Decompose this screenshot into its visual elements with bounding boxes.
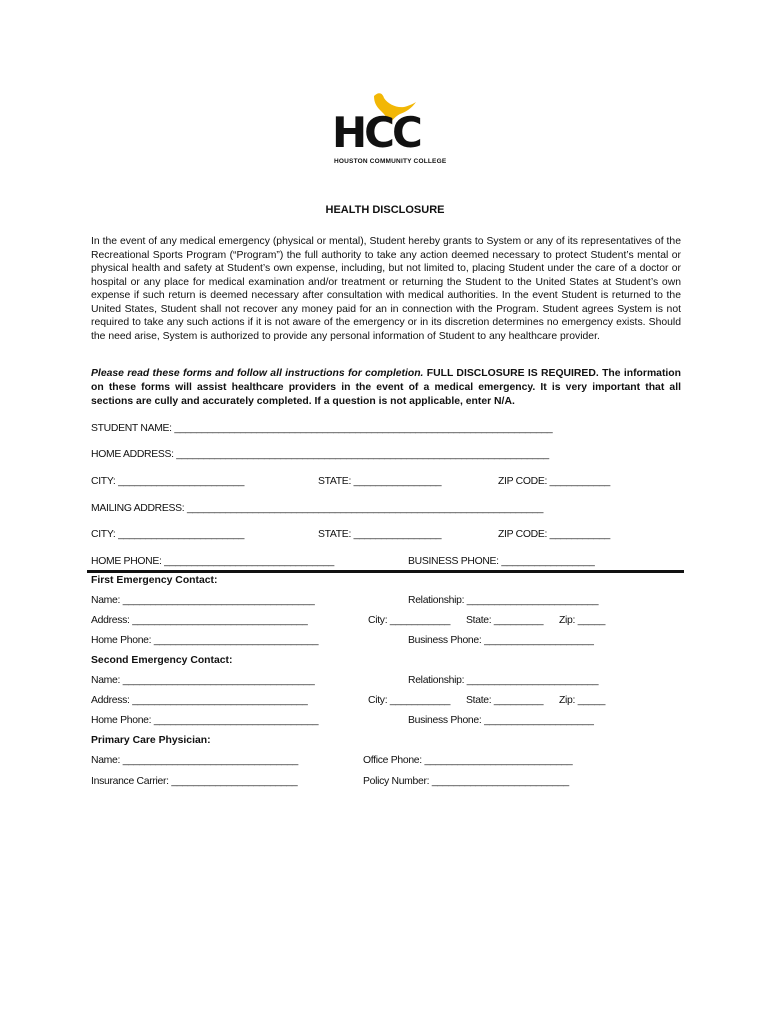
first-contact-zip-field[interactable]: Zip: _____ — [559, 615, 606, 626]
city-field[interactable]: CITY: _______________________ — [91, 476, 245, 487]
home-address-field[interactable]: HOME ADDRESS: ____________________________________________________________________ — [91, 449, 549, 460]
physician-name-field[interactable]: Name: ________________________________ — [91, 755, 299, 766]
business-phone-field[interactable]: BUSINESS PHONE: _________________ — [408, 556, 595, 567]
first-contact-address-field[interactable]: Address: ________________________________ — [91, 615, 308, 626]
logo-wordmark: HCC — [332, 108, 420, 157]
mailing-state-field[interactable]: STATE: ________________ — [318, 529, 442, 540]
zip-code-field[interactable]: ZIP CODE: ___________ — [498, 476, 610, 487]
disclosure-paragraph: In the event of any medical emergency (physical or mental), Student hereby grants to System or any of its representatives of the Recreational Sports Program (“Program”) the full authority to take any action deemed necessary to protect Student’s mental or physical health and safety at Student’s own expense, including, but not limited to, placing Student under the care of a doctor or hospital or any place for medical examination and/or treatment or returning the Student to the United States at Student’s own expense if such return is deemed necessary after consultation with medical authorities. In the event Student is returned to the United States, Student shall not recover any money paid for an in connection with the Program. Student agrees System is not required to take any such actions if it is not aware of the emergency or in its discretion determines no emergency exists. Should the need arise, System is authorized to provide any personal information of Student to any healthcare provider. — [91, 236, 681, 342]
first-contact-business-phone-field[interactable]: Business Phone: ____________________ — [408, 635, 594, 646]
mailing-city-field[interactable]: CITY: _______________________ — [91, 529, 245, 540]
first-contact-state-field[interactable]: State: _________ — [466, 615, 544, 626]
second-contact-name-field[interactable]: Name: ___________________________________ — [91, 675, 315, 686]
instructions-italic: Please read these forms and follow all instructions for completion. — [91, 368, 424, 379]
instructions-paragraph — [91, 367, 681, 409]
state-field[interactable]: STATE: ________________ — [318, 476, 442, 487]
mailing-zip-code-field[interactable]: ZIP CODE: ___________ — [498, 529, 610, 540]
second-contact-business-phone-field[interactable]: Business Phone: ____________________ — [408, 715, 594, 726]
first-contact-heading: First Emergency Contact: — [91, 575, 218, 586]
policy-number-field[interactable]: Policy Number: _________________________ — [363, 776, 569, 787]
second-contact-relationship-field[interactable]: Relationship: ________________________ — [408, 675, 599, 686]
student-name-field[interactable]: STUDENT NAME: _____________________________________________________________________ — [91, 423, 553, 434]
physician-office-phone-field[interactable]: Office Phone: ___________________________ — [363, 755, 573, 766]
logo-subtitle: HOUSTON COMMUNITY COLLEGE — [334, 158, 447, 165]
mailing-address-field[interactable]: MAILING ADDRESS: _________________________________________________________________ — [91, 503, 544, 514]
instructions-bold: FULL DISCLOSURE IS REQUIRED. The information on these forms will assist healthcare providers in the event of a medical emergency. It is very important that all sections are cully and accurately completed. If a question is not applicable, enter N/A. — [91, 368, 682, 407]
second-contact-address-field[interactable]: Address: ________________________________ — [91, 695, 308, 706]
hcc-logo — [330, 90, 447, 172]
insurance-carrier-field[interactable]: Insurance Carrier: _______________________ — [91, 776, 298, 787]
first-contact-city-field[interactable]: City: ___________ — [368, 615, 451, 626]
home-phone-field[interactable]: HOME PHONE: _______________________________ — [91, 556, 335, 567]
first-contact-relationship-field[interactable]: Relationship: ________________________ — [408, 595, 599, 606]
page-title: HEALTH DISCLOSURE — [325, 204, 445, 216]
second-contact-state-field[interactable]: State: _________ — [466, 695, 544, 706]
section-divider — [87, 570, 684, 573]
first-contact-home-phone-field[interactable]: Home Phone: ______________________________ — [91, 635, 319, 646]
second-contact-city-field[interactable]: City: ___________ — [368, 695, 451, 706]
first-contact-name-field[interactable]: Name: ___________________________________ — [91, 595, 315, 606]
second-contact-home-phone-field[interactable]: Home Phone: ______________________________ — [91, 715, 319, 726]
physician-heading: Primary Care Physician: — [91, 735, 211, 746]
second-contact-zip-field[interactable]: Zip: _____ — [559, 695, 606, 706]
second-contact-heading: Second Emergency Contact: — [91, 655, 233, 666]
